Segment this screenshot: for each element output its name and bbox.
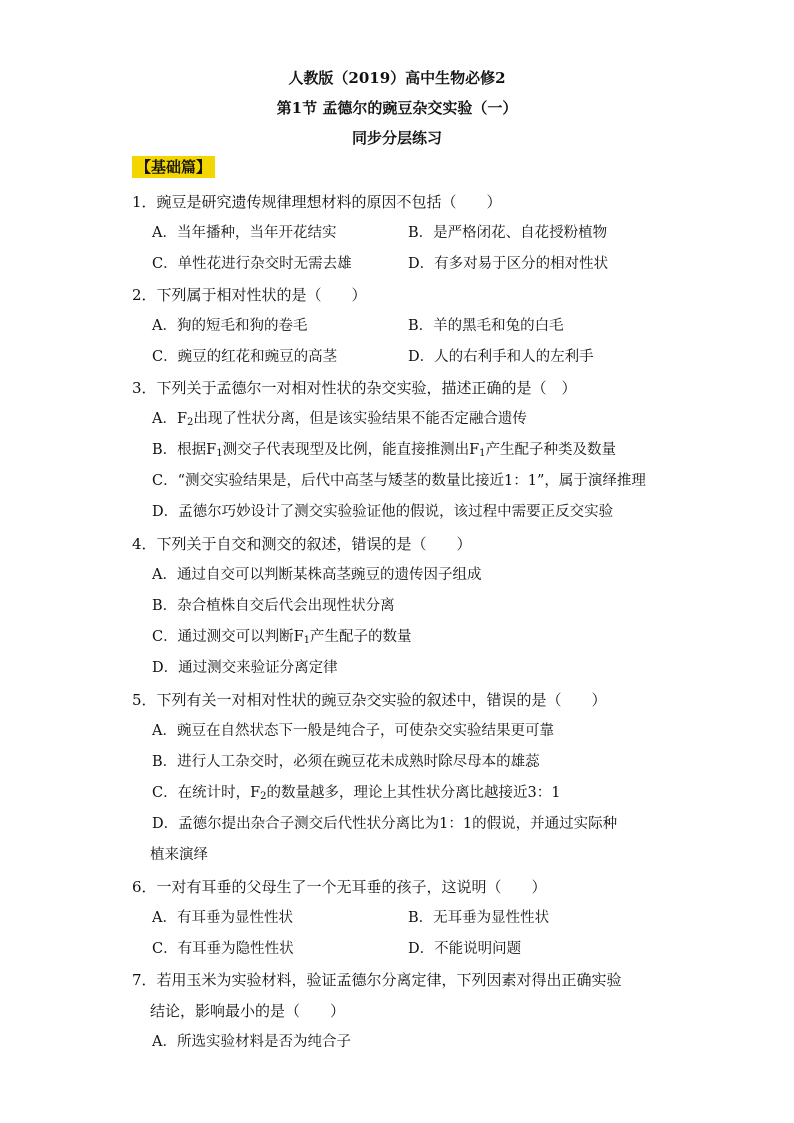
question-stem: 1．豌豆是研究遗传规律理想材料的原因不包括（ ） [132, 193, 502, 211]
question-stem: 4．下列关于自交和测交的叙述，错误的是（ ） [132, 535, 472, 553]
lesson-title: 第1节 孟德尔的豌豆杂交实验（一） [276, 99, 518, 117]
option-b: B．是严格闭花、自花授粉植物 [408, 225, 608, 241]
option-a: A．当年播种，当年开花结实 [152, 225, 337, 241]
option-a: A．有耳垂为显性性状 [152, 910, 293, 926]
option-a: A．狗的短毛和狗的卷毛 [152, 318, 308, 334]
question-stem: 6．一对有耳垂的父母生了一个无耳垂的孩子，这说明（ ） [132, 878, 547, 896]
option-b: B．根据$F_1$测交子代表现型及比例，能直接推测出$F_1$产生配子种类及数量 [152, 442, 617, 459]
option-d: D．人的右利手和人的左利手 [408, 349, 594, 365]
option-c: C．“测交实验结果是，后代中高茎与矮茎的数量比接近1：1”，属于演绎推理 [152, 473, 646, 489]
option-a: A．豌豆在自然状态下一般是纯合子，可使杂交实验结果更可靠 [152, 723, 554, 739]
option-c: C．豌豆的红花和豌豆的高茎 [152, 349, 338, 365]
option-d: D．孟德尔巧妙设计了测交实验验证他的假说，该过程中需要正反交实验 [152, 504, 614, 520]
exercise-subtitle: 同步分层练习 [351, 129, 442, 147]
question-stem: 3．下列关于孟德尔一对相对性状的杂交实验，描述正确的是（ ） [132, 379, 577, 397]
option-b: B．进行人工杂交时，必须在豌豆花未成熟时除尽母本的雄蕊 [152, 754, 540, 770]
option-c: C．单性花进行杂交时无需去雄 [152, 256, 352, 272]
option-c: C．在统计时，$F_2$的数量越多，理论上其性状分离比越接近3：1 [152, 785, 561, 802]
question-stem: 5．下列有关一对相对性状的豌豆杂交实验的叙述中，错误的是（ ） [132, 691, 607, 709]
document-title: 人教版（2019）高中生物必修2 [288, 69, 506, 87]
option-b: B．无耳垂为显性性状 [408, 910, 550, 926]
option-d: D．有多对易于区分的相对性状 [408, 256, 609, 272]
option-b: B．杂合植株自交后代会出现性状分离 [152, 598, 395, 614]
option-d: D．通过测交来验证分离定律 [152, 660, 338, 676]
question-stem: 7．若用玉米为实验材料，验证孟德尔分离定律，下列因素对得出正确实验 [132, 971, 622, 989]
option-d: D．不能说明问题 [408, 941, 522, 957]
question-stem: 2．下列属于相对性状的是（ ） [132, 286, 367, 304]
option-a: A．所选实验材料是否为纯合子 [152, 1034, 351, 1050]
option-d: D．孟德尔提出杂合子测交后代性状分离比为1：1的假说，并通过实际种 [152, 816, 618, 832]
option-a: A．$F_2$出现了性状分离，但是该实验结果不能否定融合遗传 [152, 411, 527, 428]
question-stem-continued: 结论，影响最小的是（ ） [150, 1002, 346, 1020]
section-label: 【基础篇】 [132, 156, 215, 178]
option-a: A．通过自交可以判断某株高茎豌豆的遗传因子组成 [152, 567, 482, 583]
option-d-continued: 植来演绎 [150, 847, 208, 863]
option-c: C．有耳垂为隐性性状 [152, 941, 294, 957]
option-c: C．通过测交可以判断$F_1$产生配子的数量 [152, 629, 412, 646]
option-b: B．羊的黑毛和兔的白毛 [408, 318, 564, 334]
